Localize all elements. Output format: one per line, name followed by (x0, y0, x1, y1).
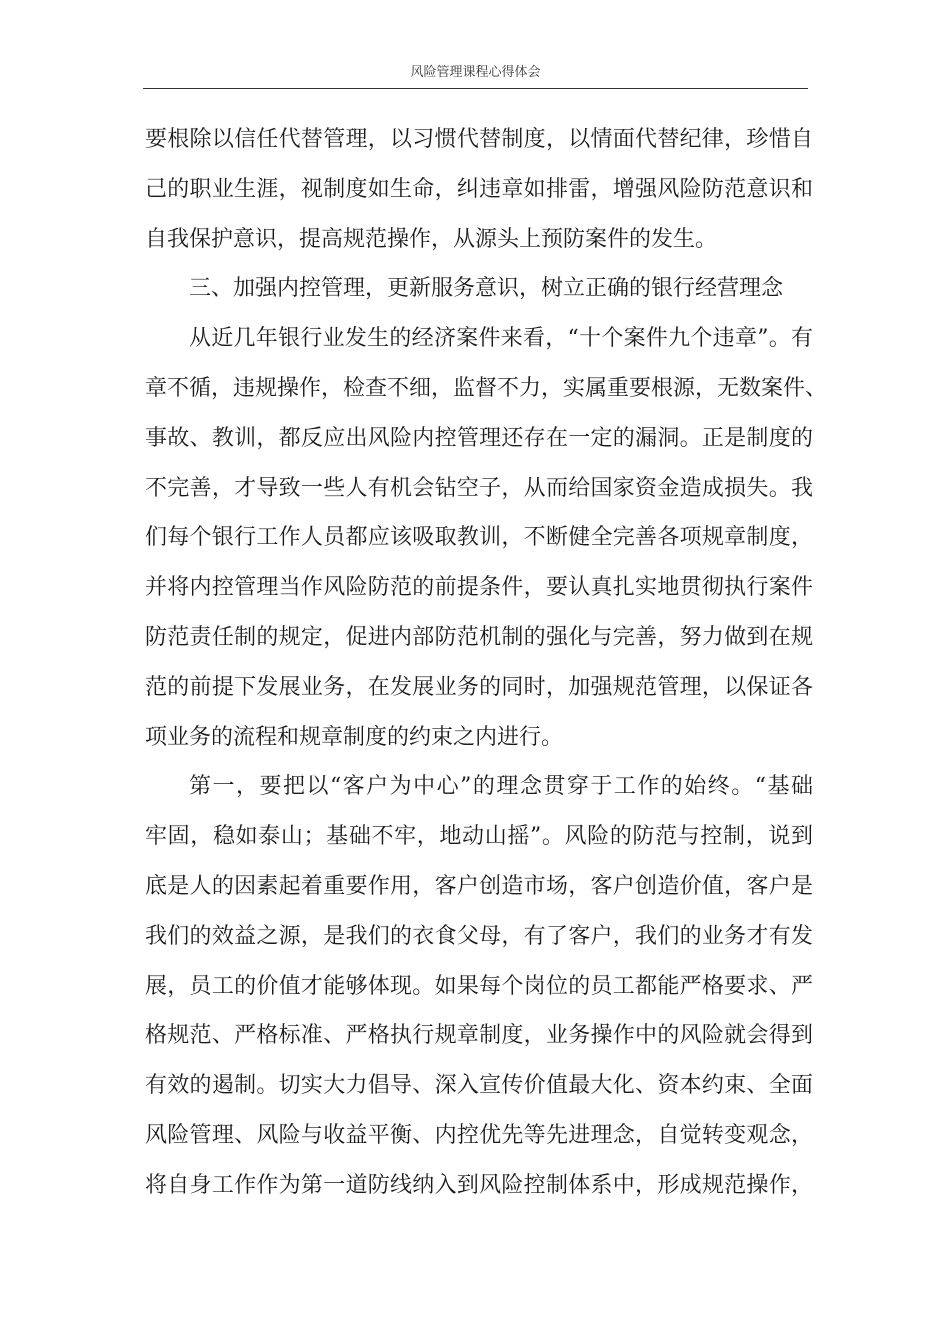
text-line: 章不循，违规操作，检查不细，监督不力，实属重要根源，无数案件、 (145, 375, 828, 401)
text-line: 们每个银行工作人员都应该吸取教训，不断健全完善各项规章制度， (145, 525, 813, 551)
text-line: 风险管理、风险与收益平衡、内控优先等先进理念，自觉转变观念， (145, 1122, 813, 1148)
text-line: 展，员工的价值才能够体现。如果每个岗位的员工都能严格要求、严 (145, 973, 813, 999)
text-line: 有效的遏制。切实大力倡导、深入宣传价值最大化、资本约束、全面 (145, 1073, 813, 1099)
text-line: 并将内控管理当作风险防范的前提条件，要认真扎实地贯彻执行案件 (145, 575, 813, 601)
text-line: 将自身工作作为第一道防线纳入到风险控制体系中，形成规范操作， (145, 1172, 813, 1198)
header-title: 风险管理课程心得体会 (410, 65, 541, 80)
text-line: 底是人的因素起着重要作用，客户创造市场，客户创造价值，客户是 (145, 873, 813, 899)
text-line: 格规范、严格标准、严格执行规章制度，业务操作中的风险就会得到 (145, 1023, 813, 1049)
section-heading: 三、加强内控管理，更新服务意识，树立正确的银行经营理念 (189, 276, 784, 302)
text-line: 范的前提下发展业务，在发展业务的同时，加强规范管理，以保证各 (145, 674, 813, 700)
text-line: 不完善，才导致一些人有机会钻空子，从而给国家资金造成损失。我 (145, 475, 813, 501)
text-line: 己的职业生涯，视制度如生命，纠违章如排雷，增强风险防范意识和 (145, 176, 813, 202)
text-line: 牢固，稳如泰山；基础不牢，地动山摇”。风险的防范与控制，说到 (145, 824, 813, 850)
page-header (143, 60, 808, 89)
text-line: 第一，要把以“客户为中心”的理念贯穿于工作的始终。“基础 (189, 774, 813, 800)
text-line: 事故、教训，都反应出风险内控管理还存在一定的漏洞。正是制度的 (145, 425, 813, 451)
text-line: 我们的效益之源，是我们的衣食父母，有了客户，我们的业务才有发 (145, 923, 813, 949)
text-line: 要根除以信任代替管理，以习惯代替制度，以情面代替纪律，珍惜自 (145, 127, 813, 152)
text-line: 防范责任制的规定，促进内部防范机制的强化与完善，努力做到在规 (145, 624, 813, 650)
text-line: 自我保护意识，提高规范操作，从源头上预防案件的发生。 (145, 226, 718, 252)
text-line: 项业务的流程和规章制度的约束之内进行。 (145, 724, 564, 750)
body-text (145, 115, 828, 1211)
text-line: 从近几年银行业发生的经济案件来看，“十个案件九个违章”。有 (189, 326, 813, 352)
